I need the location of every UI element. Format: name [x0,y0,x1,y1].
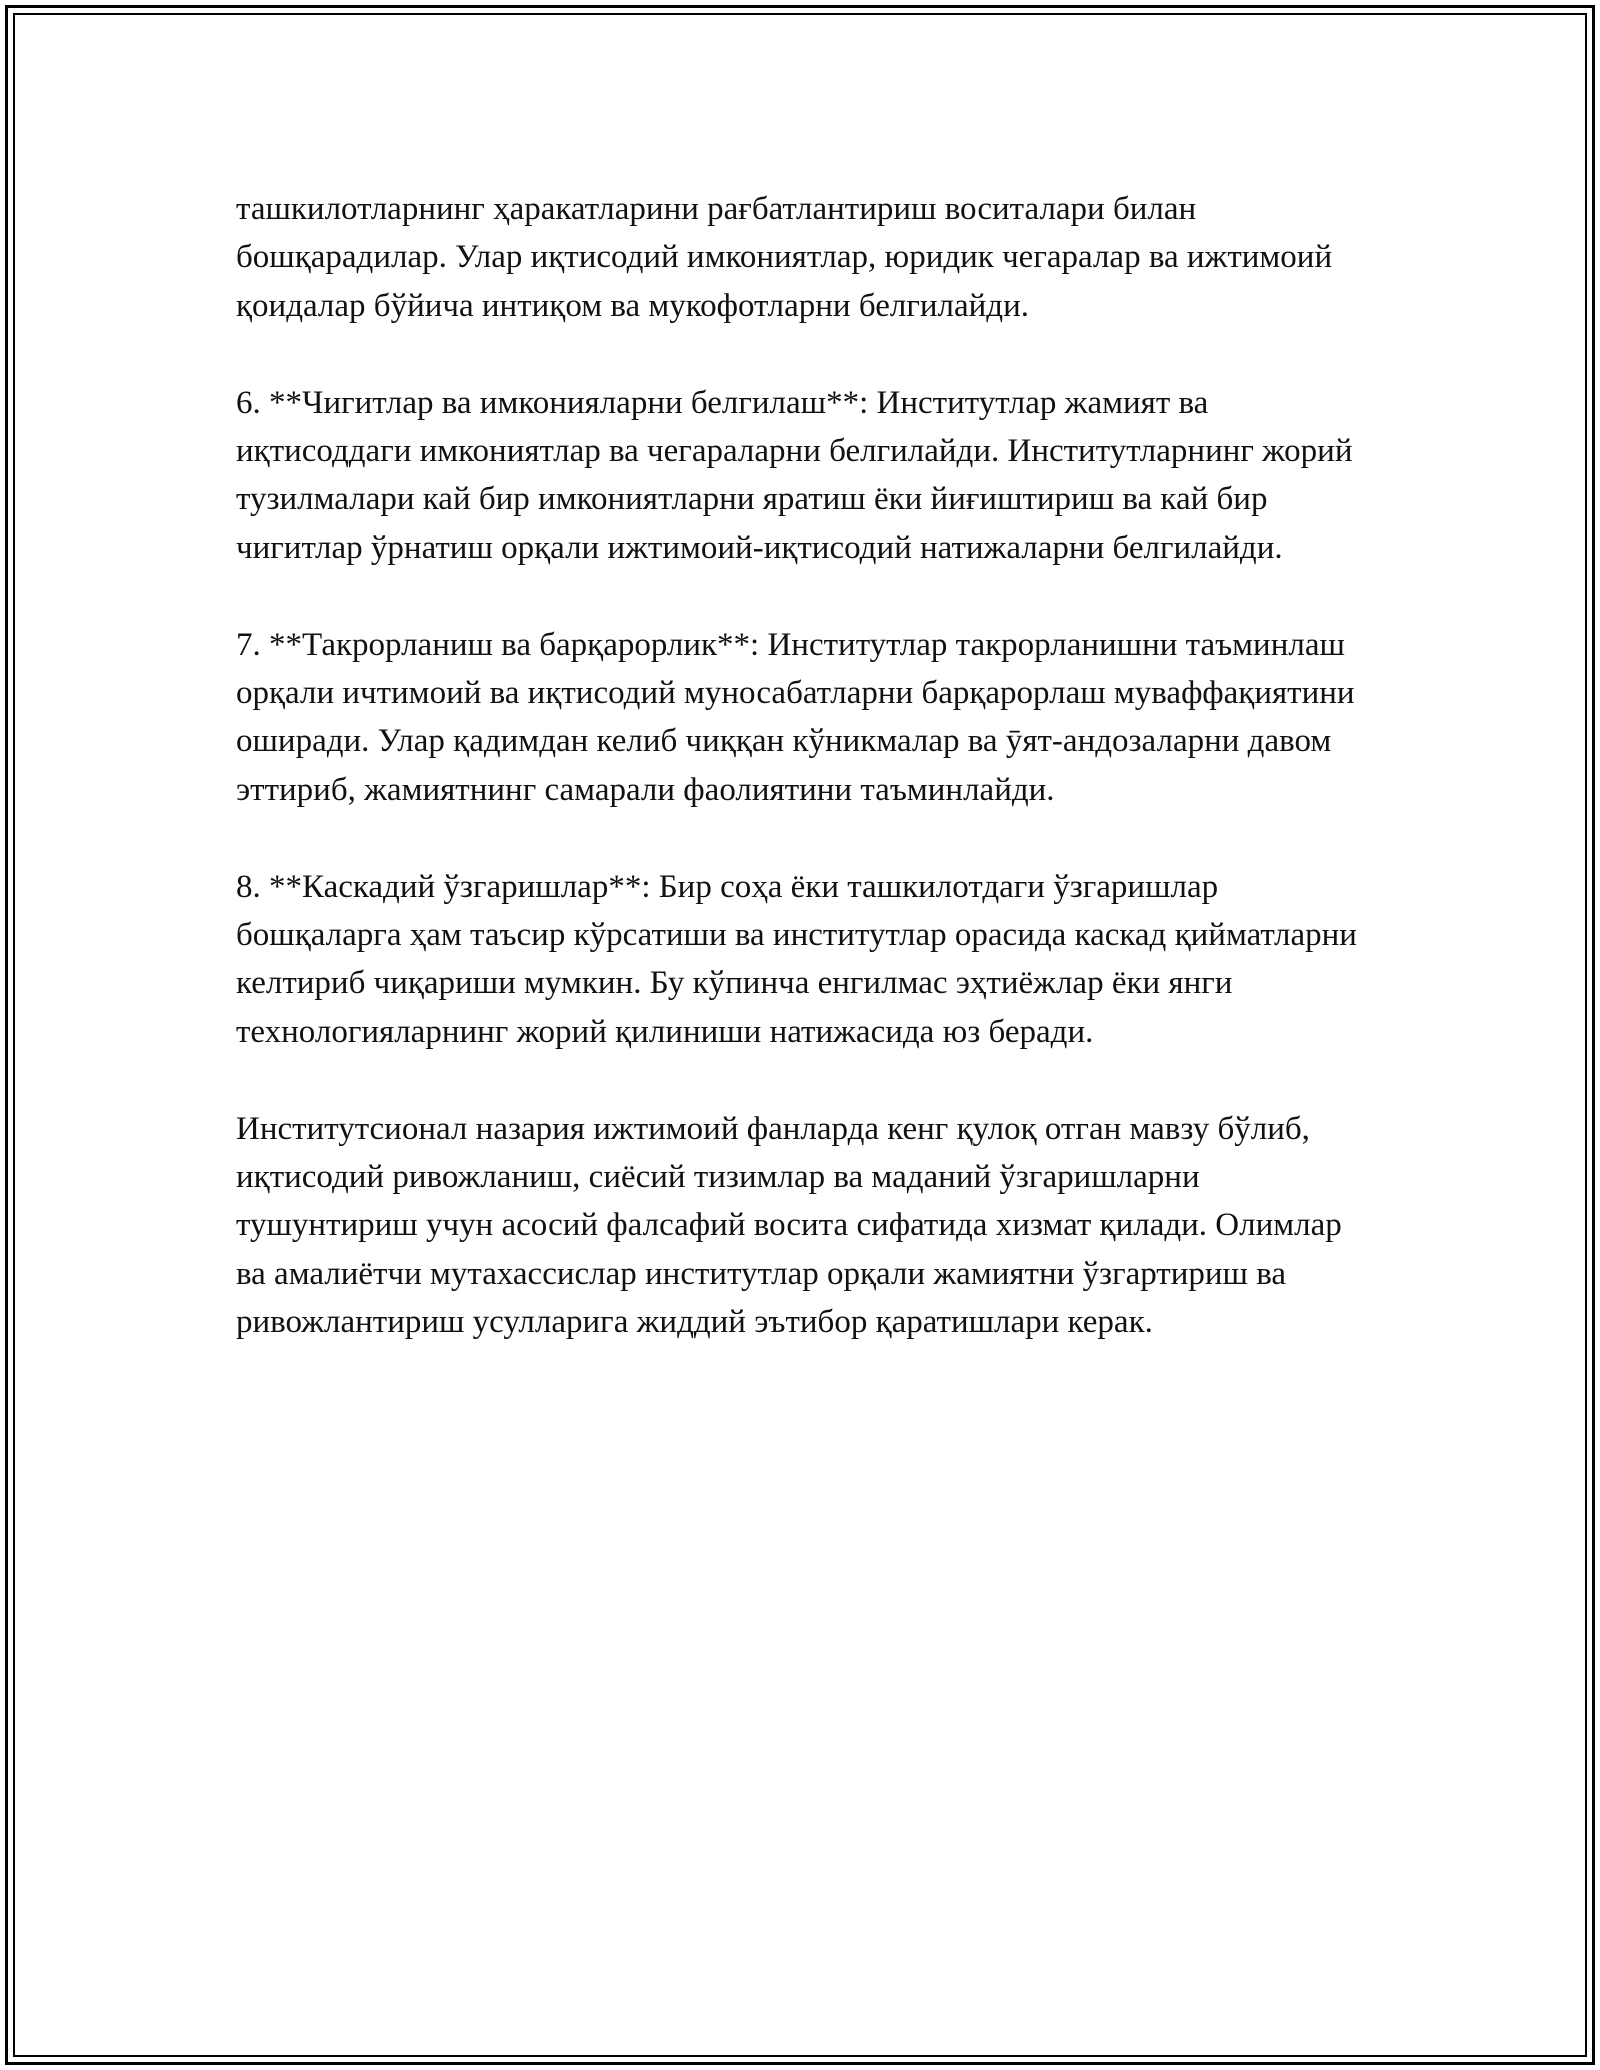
list-item-8: 8. **Каскадий ўзгаришлар**: Бир соҳа ёки ташкилотдаги ўзгаришлар бошқаларга ҳам таъсир кўрсатиши ва институтлар орасида каскад қийматларни келтириб чиқариши мумкин. Бу кўпинча енгилмас эҳтиёжлар ёки янги технологияларнинг жорий қилиниши натижасида юз беради. [236,868,1357,1050]
paragraph-continuation: ташкилотларнинг ҳаракатларини рағбатлантириш воситалари билан бошқарадилар. Улар иқтисодий имкониятлар, юридик чегаралар ва ижтимоий қоидалар бўйича интиқом ва мукофотларни белгилайди. [236,191,1333,324]
list-item-7: 7. **Такрорланиш ва барқарорлик**: Институтлар такрорланишни таъминлаш орқали ичтимоий ва иқтисодий муносабатларни барқарорлаш муваффақиятини оширади. Улар қадимдан келиб чиққан кўникмалар ва ӯят-андозаларни давом эттириб, жамиятнинг самарали фаолиятини таъминлайди. [236,626,1355,808]
list-item-6: 6. **Чигитлар ва имконияларни белгилаш**: Институтлар жамият ва иқтисоддаги имкониятлар ва чегараларни белгилайди. Институтларнинг жорий тузилмалари кай бир имкониятларни яратиш ёки йиғиштириш ва кай бир чигитлар ўрнатиш орқали ижтимоий-иқтисодий натижаларни белгилайди. [236,384,1353,566]
conclusion-paragraph: Институтсионал назария ижтимоий фанларда кенг қулоқ отган мавзу бўлиб, иқтисодий ривожланиш, сиёсий тизимлар ва маданий ўзгаришларни тушунтириш учун асосий фалсафий восита сифатида хизмат қилади. Олимлар ва амалиётчи мутахассислар институтлар орқали жамиятни ўзгартириш ва ривожлантириш усулларига жиддий эътибор қаратишлари керак. [236,1110,1342,1341]
document-body [236,185,1376,1347]
